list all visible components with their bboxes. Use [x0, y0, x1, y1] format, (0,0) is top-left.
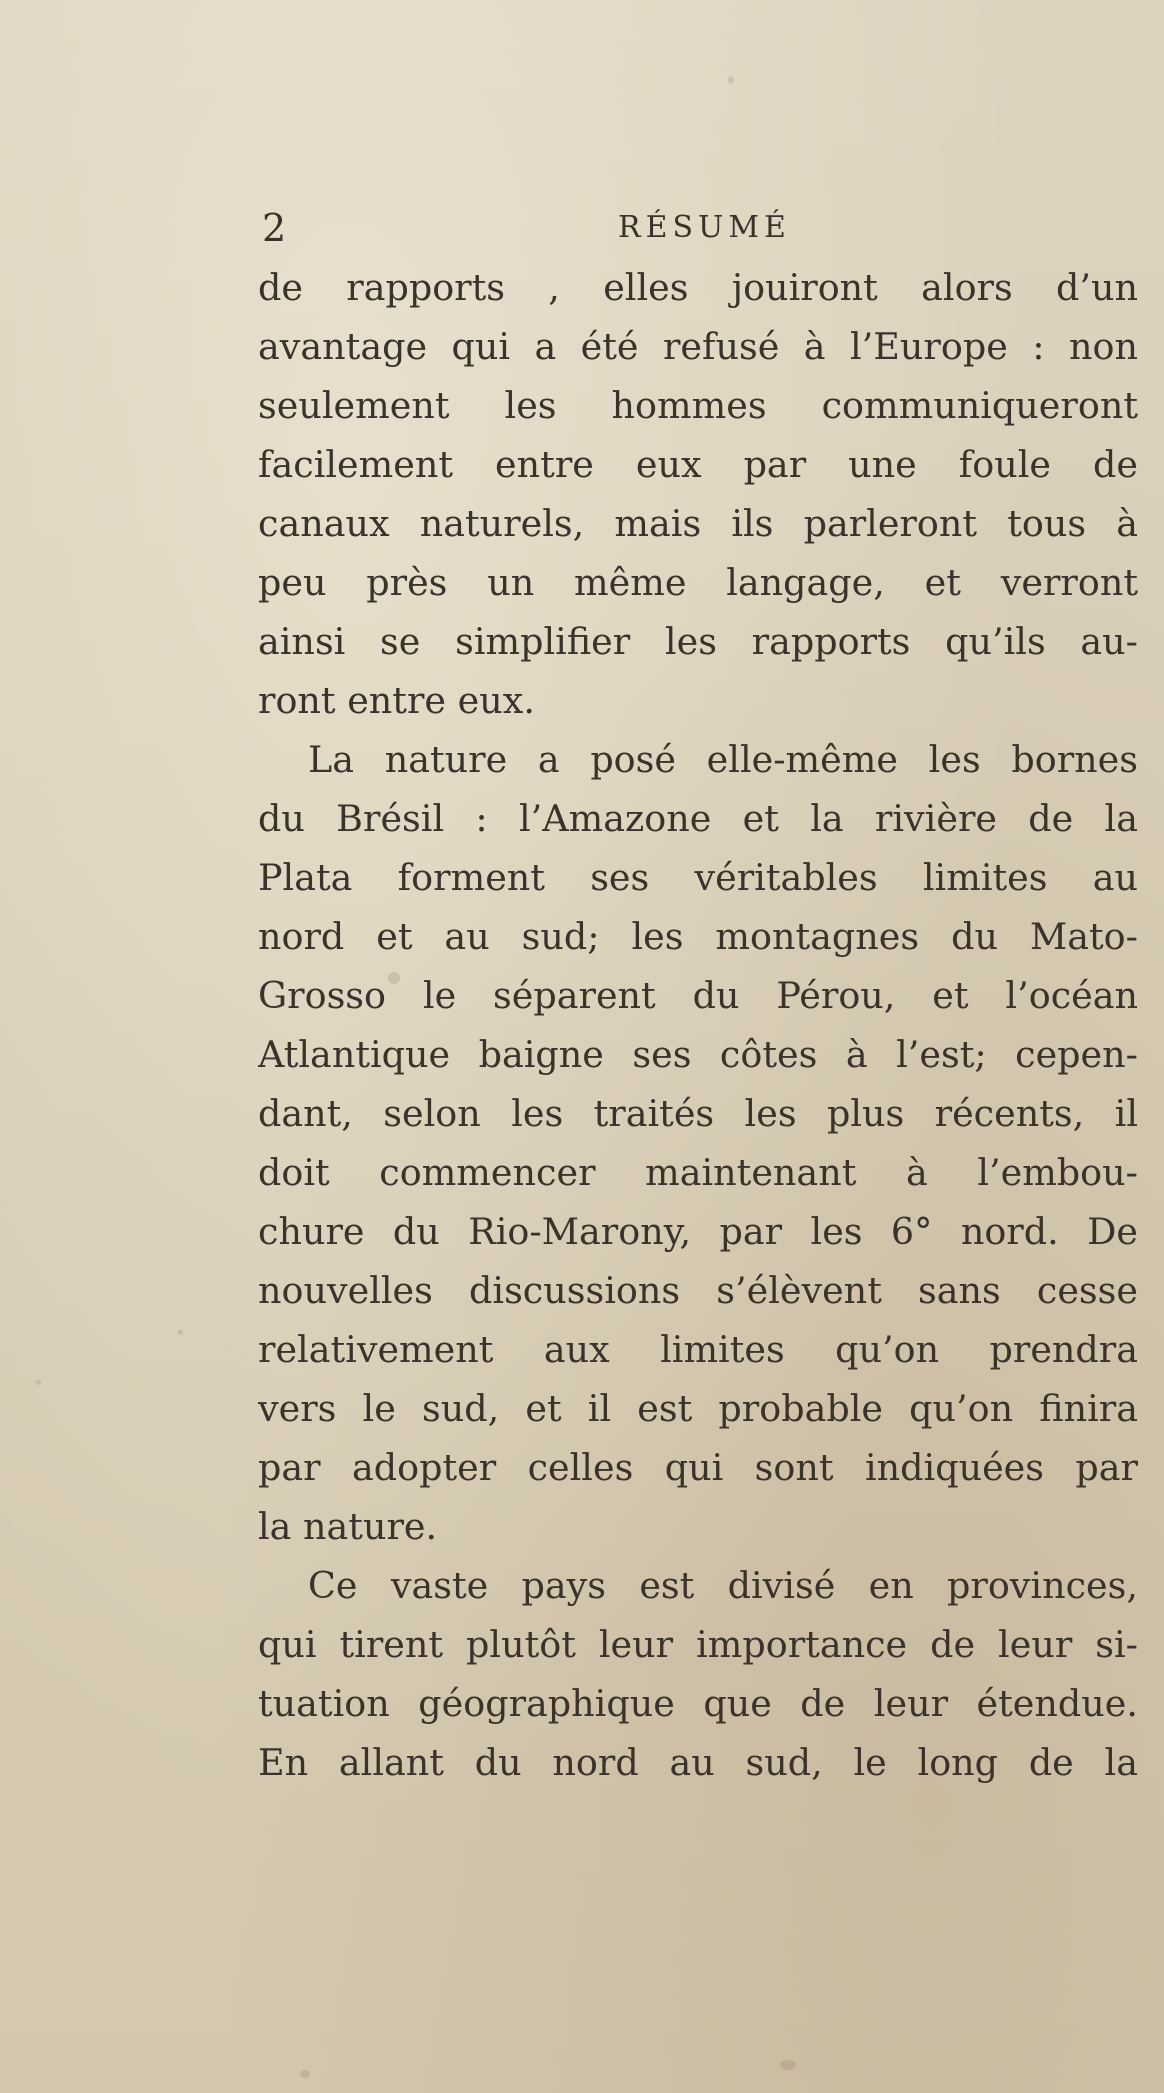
text-line: nord et au sud; les montagnes du Mato-	[258, 915, 1138, 958]
text-line: Grosso le séparent du Pérou, et l’océan	[258, 974, 1138, 1017]
text-line: dant, selon les traités les plus récents, il	[258, 1092, 1138, 1135]
text-line: qui tirent plutôt leur importance de leur si-	[258, 1623, 1138, 1666]
text-line: chure du Rio-Marony, par les 6° nord. De	[258, 1210, 1138, 1253]
text-line: doit commencer maintenant à l’embou-	[258, 1151, 1138, 1194]
text-line: La nature a posé elle-même les bornes	[308, 738, 1138, 781]
text-line: ainsi se simplifier les rapports qu’ils au-	[258, 620, 1138, 663]
text-line: nouvelles discussions s’élèvent sans cesse	[258, 1269, 1138, 1312]
paper-stain	[780, 2060, 796, 2070]
paper-stain	[728, 76, 734, 84]
text-line: du Brésil : l’Amazone et la rivière de la	[258, 797, 1138, 840]
text-line: seulement les hommes communiqueront	[258, 384, 1138, 427]
text-line: vers le sud, et il est probable qu’on finira	[258, 1387, 1138, 1430]
running-head: RÉSUMÉ	[618, 210, 791, 245]
page-number: 2	[262, 206, 287, 250]
body-text	[258, 258, 1138, 1792]
paper-stain	[36, 1380, 41, 1385]
text-line: facilement entre eux par une foule de	[258, 443, 1138, 486]
text-line: Ce vaste pays est divisé en provinces,	[308, 1564, 1138, 1607]
text-line: relativement aux limites qu’on prendra	[258, 1328, 1138, 1371]
page-header	[262, 198, 1142, 258]
text-line: par adopter celles qui sont indiquées par	[258, 1446, 1138, 1489]
text-line: En allant du nord au sud, le long de la	[258, 1741, 1138, 1784]
text-line: canaux naturels, mais ils parleront tous à	[258, 502, 1138, 545]
text-line: Atlantique baigne ses côtes à l’est; cepen-	[258, 1033, 1138, 1076]
text-line: ront entre eux.	[258, 679, 535, 722]
text-line: peu près un même langage, et verront	[258, 561, 1138, 604]
text-line: Plata forment ses véritables limites au	[258, 856, 1138, 899]
paper-stain	[178, 1330, 183, 1335]
paper-stain	[300, 2070, 310, 2078]
text-line: la nature.	[258, 1505, 438, 1548]
text-line: tuation géographique que de leur étendue.	[258, 1682, 1138, 1725]
text-line: avantage qui a été refusé à l’Europe : non	[258, 325, 1138, 368]
text-line: de rapports , elles jouiront alors d’un	[258, 266, 1138, 309]
